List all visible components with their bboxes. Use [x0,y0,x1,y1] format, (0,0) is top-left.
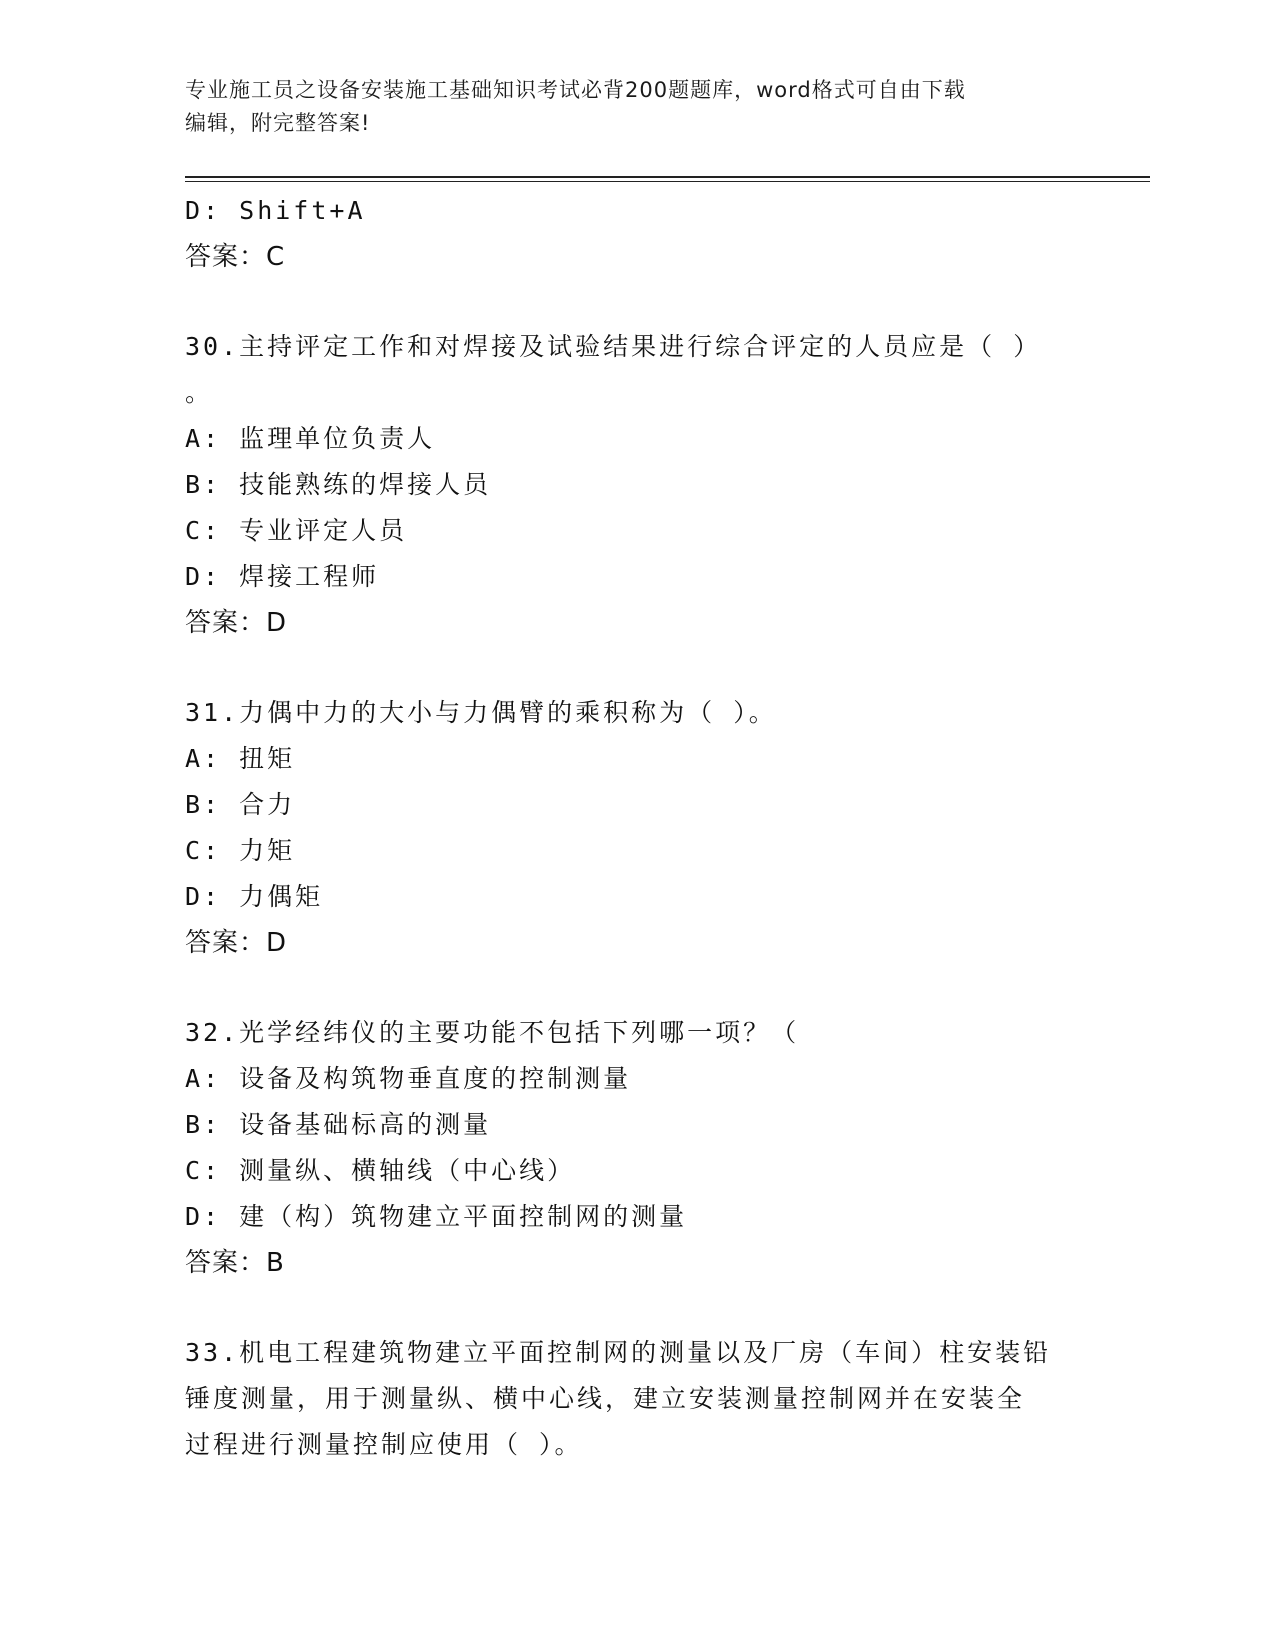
q30-answer: 答案：D [185,608,288,638]
q29-answer: 答案：C [185,242,286,272]
question-30 [185,324,1085,646]
q33-stem-line-3: 过程进行测量控制应使用（ ）。 [185,1430,583,1459]
spacer [185,280,1085,324]
q30-option-d: D: 焊接工程师 [185,562,380,591]
q30-stem-line-1: 30.主持评定工作和对焊接及试验结果进行综合评定的人员应是（ ） [185,332,1042,361]
spacer [185,646,1085,690]
q30-option-c: C: 专业评定人员 [185,516,408,545]
q31-option-b: B: 合力 [185,790,296,819]
spacer [185,1286,1085,1330]
spacer [185,966,1085,1010]
q31-answer: 答案：D [185,928,288,958]
q33-stem-line-2: 锤度测量，用于测量纵、横中心线，建立安装测量控制网并在安装全 [185,1384,1026,1413]
header-rule-thick [185,176,1150,178]
q32-answer: 答案：B [185,1248,285,1278]
q32-option-a: A: 设备及构筑物垂直度的控制测量 [185,1064,632,1093]
header-title-line-1: 专业施工员之设备安装施工基础知识考试必背200题题库，word格式可自由下载 [185,78,966,102]
header-rule-thin [185,181,1150,182]
q31-option-c: C: 力矩 [185,836,296,865]
question-32 [185,1010,1085,1286]
q32-option-d: D: 建（构）筑物建立平面控制网的测量 [185,1202,688,1231]
q30-option-a: A: 监理单位负责人 [185,424,436,453]
header-title-line-2: 编辑，附完整答案! [185,111,371,135]
q30-option-b: B: 技能熟练的焊接人员 [185,470,492,499]
q29-option-d: D: Shift+A [185,196,366,225]
q33-stem-line-1: 33.机电工程建筑物建立平面控制网的测量以及厂房（车间）柱安装铅 [185,1338,1052,1367]
question-list [185,188,1085,1468]
question-29-tail [185,188,1085,280]
q31-option-a: A: 扭矩 [185,744,296,773]
q32-stem: 32.光学经纬仪的主要功能不包括下列哪一项？（ [185,1018,800,1047]
question-33 [185,1330,1085,1468]
q32-option-c: C: 测量纵、横轴线（中心线） [185,1156,576,1185]
document-header [185,74,1065,140]
q31-stem: 31.力偶中力的大小与力偶臂的乘积称为（ ）。 [185,698,777,727]
q31-option-d: D: 力偶矩 [185,882,324,911]
question-31 [185,690,1085,966]
q32-option-b: B: 设备基础标高的测量 [185,1110,492,1139]
q30-stem-line-2: 。 [185,378,214,407]
